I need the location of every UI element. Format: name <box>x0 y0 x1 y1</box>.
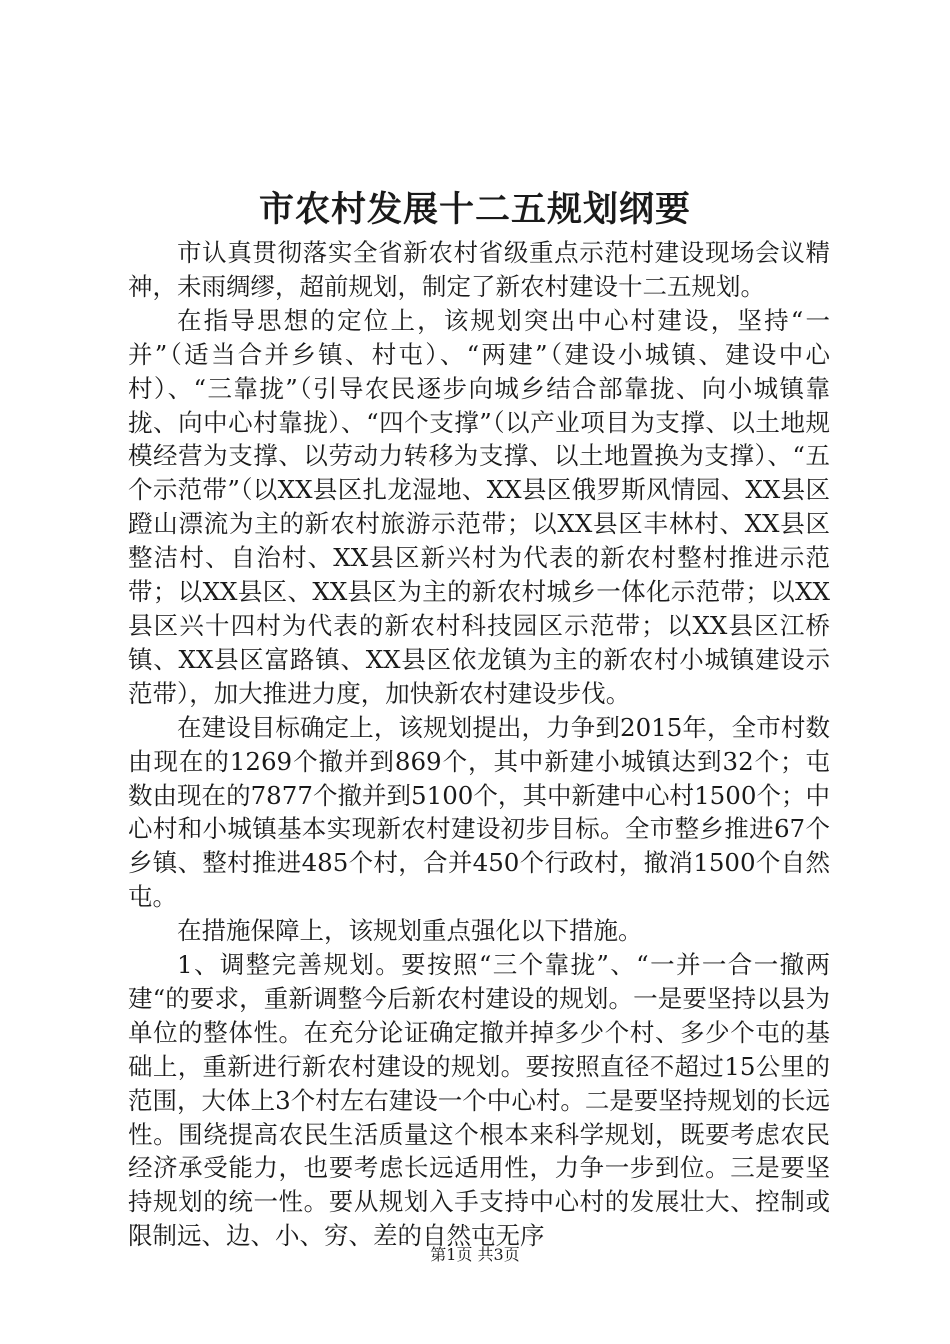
page-footer: 第1页 共3页 <box>430 1245 520 1264</box>
document-body <box>128 236 830 1253</box>
paragraph-guiding-ideology: 在指导思想的定位上，该规划突出中心村建设，坚持“一并”（适当合并乡镇、村屯）、“两建”（建设小城镇、建设中心村）、“三靠拢”（引导农民逐步向城乡结合部靠拢、向小城镇靠拢、向中心村靠拢）、“四个支撑”（以产业项目为支撑、以土地规模经营为支撑、以劳动力转移为支撑、以土地置换为支撑）、“五个示范带”（以XX县区扎龙湿地、XX县区俄罗斯风情园、XX县区蹬山漂流为主的新农村旅游示范带；以XX县区丰林村、XX县区整洁村、自治村、XX县区新兴村为代表的新农村整村推进示范带；以XX县区、XX县区为主的新农村城乡一体化示范带；以XX县区兴十四村为代表的新农村科技园区示范带；以XX县区江桥镇、XX县区富路镇、XX县区依龙镇为主的新农村小城镇建设示范带），加大推进力度，加快新农村建设步伐。 <box>128 305 830 708</box>
paragraph-construction-goals: 在建设目标确定上，该规划提出，力争到2015年，全市村数由现在的1269个撤并到869个，其中新建小城镇达到32个；屯数由现在的7877个撤并到5100个，其中新建中心村1500个；中心村和小城镇基本实现新农村建设初步目标。全市整乡推进67个乡镇、整村推进485个村，合并450个行政村，撤消1500个自然屯。 <box>128 712 830 912</box>
paragraph-measure-1: 1、调整完善规划。要按照“三个靠拢”、“一并一合一撤两建“的要求，重新调整今后新农村建设的规划。一是要坚持以县为单位的整体性。在充分论证确定撤并掉多少个村、多少个屯的基础上，重新进行新农村建设的规划。要按照直径不超过15公里的范围，大体上3个村左右建设一个中心村。二是要坚持规划的长远性。围绕提高农民生活质量这个根本来科学规划，既要考虑农民经济承受能力，也要考虑长远适用性，力争一步到位。三是要坚持规划的统一性。要从规划入手支持中心村的发展壮大、控制或限制远、边、小、穷、差的自然屯无序 <box>128 950 830 1251</box>
paragraph-measures-intro: 在措施保障上，该规划重点强化以下措施。 <box>177 916 643 946</box>
paragraph-intro: 市认真贯彻落实全省新农村省级重点示范村建设现场会议精神，未雨绸缪，超前规划，制定了新农村建设十二五规划。 <box>128 238 830 301</box>
document-title: 市农村发展十二五规划纲要 <box>258 189 691 230</box>
